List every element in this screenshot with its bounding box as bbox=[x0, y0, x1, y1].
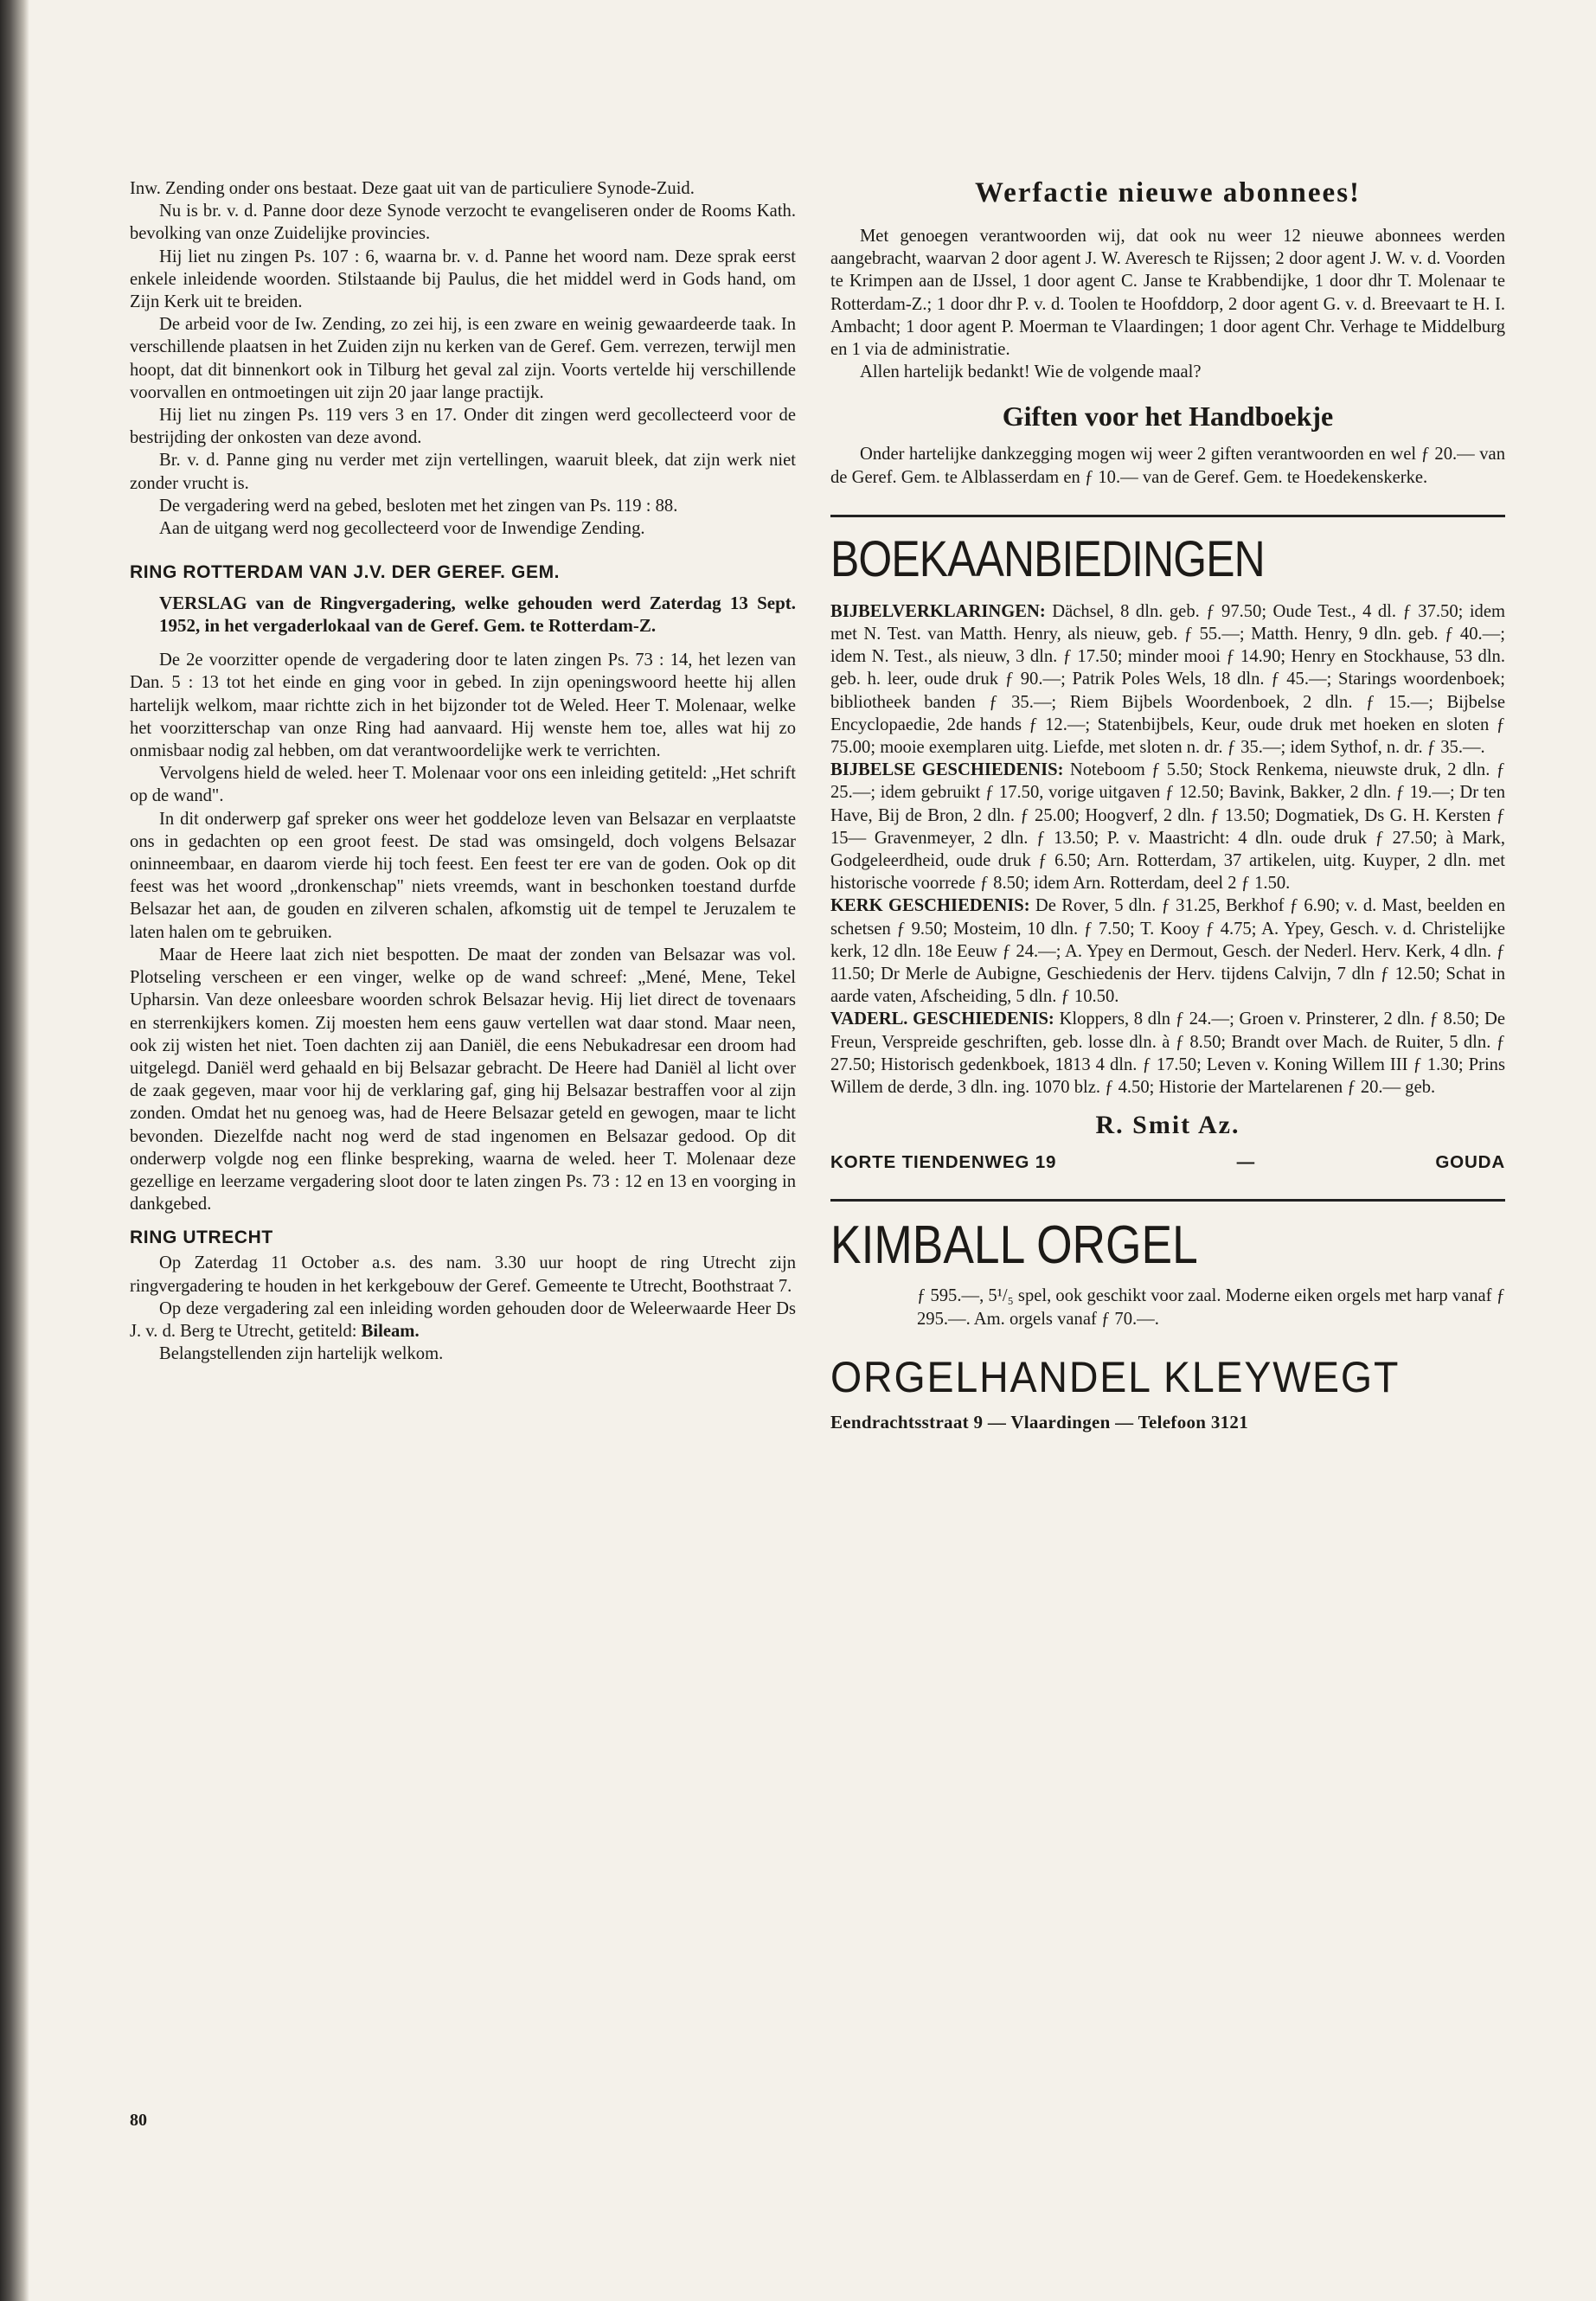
boek-address: KORTE TIENDENWEG 19 bbox=[830, 1152, 1057, 1173]
boek-section bbox=[830, 600, 1505, 759]
intro-paragraph: De vergadering werd na gebed, besloten met het zingen van Ps. 119 : 88. bbox=[159, 496, 678, 516]
boek-section-text: Dächsel, 8 dln. geb. ƒ 97.50; Oude Test., 4 dl. ƒ 37.50; idem met N. Test. van Matth. Henry, als nieuw, geb. ƒ 55.—; Matth. Henry, 9 dln. geb. ƒ 40.—; idem N. Test., als nieuw, 3 dln. ƒ 17.50; minder mooi ƒ 14.90; Henry en Stockhause, 53 dln. geb. h. leer, oude druk ƒ 90.—; Patrik Poles Wels, 18 dln. ƒ 45.—; Starings woordenboek; bibliotheek banden ƒ 35.—; Riem Bijbels Woordenboek, 2 dln. ƒ 15.—; Bijbelse Encyclopaedie, 2de hands ƒ 12.—; Statenbijbels, Keur, oude druk met hoeken en sloten ƒ 75.00; mooie exemplaren uitg. Liefde, met sloten n. dr. ƒ 35.—; idem Sythof, n. dr. ƒ 35.—. bbox=[830, 601, 1505, 758]
kleywegt-address: Eendrachtsstraat 9 — Vlaardingen — Telefoon 3121 bbox=[830, 1411, 1249, 1433]
boek-city: GOUDA bbox=[1435, 1152, 1505, 1173]
rotterdam-paragraph: In dit onderwerp gaf spreker ons weer het goddeloze leven van Belsazar en verplaatste ons in gedachten op een groot feest. De stad was omsingeld, doch volgens Belsazar oninneembaar, en daarom vierde hij toch feest. Een feest ter ere van de goden. Ook op dit feest was het woord „dronkenschap" niets vreemds, want in beschonken toestand durfde Belsazar het aan, de gouden en zilveren schalen, afkomstig uit de tempel te Jeruzalem te laten halen om te gebruiken. bbox=[130, 809, 796, 942]
utrecht-paragraph bbox=[130, 1298, 796, 1343]
giften-paragraph: Onder hartelijke dankzegging mogen wij weer 2 giften verantwoorden en wel ƒ 20.— van de Geref. Gem. te Alblasserdam en ƒ 10.— van de Geref. Gem. te Hoedekenskerke. bbox=[830, 445, 1505, 487]
werfactie-title: Werfactie nieuwe abonnees! bbox=[974, 177, 1362, 208]
page-number: 80 bbox=[130, 2111, 147, 2130]
werfactie-paragraph: Allen hartelijk bedankt! Wie de volgende maal? bbox=[860, 362, 1202, 382]
boek-section-text: De Rover, 5 dln. ƒ 31.25, Berkhof ƒ 6.90; v. d. Mast, beelden en schetsen ƒ 9.50; Mosteim, 10 dln. ƒ 7.50; T. Kooy ƒ 4.75; A. Ypey, Gesch. v. d. Christelijke kerk, 12 dln. 18e Eeuw ƒ 24.—; A. Ypey en Dermout, Gesch. der Nederl. Herv. Kerk, 4 dln. ƒ 11.50; Dr Merle de Aubigne, Geschiedenis der Herv. tijdens Calvijn, 7 dln ƒ 12.50; Schat in aarde vaten, Afscheiding, 5 dln. ƒ 10.50. bbox=[830, 896, 1505, 1007]
boek-section-label: BIJBELSE GESCHIEDENIS: bbox=[830, 760, 1064, 780]
intro-paragraph: Hij liet nu zingen Ps. 107 : 6, waarna br. v. d. Panne het woord nam. Deze sprak eerst enkele inleidende woorden. Stilstaande bij Paulus, die het middel werd in Gods hand, om Zijn Kerk uit te breiden. bbox=[130, 247, 796, 312]
utrecht-lecture-title: Bileam. bbox=[361, 1321, 420, 1341]
boek-signature: R. Smit Az. bbox=[1095, 1111, 1240, 1140]
boek-section-label: VADERL. GESCHIEDENIS: bbox=[830, 1009, 1054, 1029]
utrecht-paragraph-text: Op deze vergadering zal een inleiding worden gehouden door de Weleerwaarde Heer Ds J. v. d. Berg te Utrecht, getiteld: bbox=[130, 1298, 796, 1341]
kimball-text: ƒ 595.—, 5¹/₅ spel, ook geschikt voor zaal. Moderne eiken orgels met harp vanaf ƒ 295.—. Am. orgels vanaf ƒ 70.—. bbox=[917, 1286, 1505, 1329]
boek-section-text: Noteboom ƒ 5.50; Stock Renkema, nieuwste druk, 2 dln. ƒ 25.—; idem gebruikt ƒ 17.50, vorige uitgaven ƒ 12.50; Bavink, Bakker, 2 dln. ƒ 19.—; Dr ten Have, Bij de Bron, 2 dln. ƒ 25.00; Hoogverf, 2 dln. ƒ 13.50; Dogmatiek, Ds G. H. Kersten ƒ 15— Gravenmeyer, 2 dln. ƒ 13.50; P. v. Maastricht: 4 dln. oude druk ƒ 27.50; à Mark, Godgeleerdheid, oude druk ƒ 6.50; Arn. Rotterdam, 37 artikelen, uitg. Kuyper, 2 dln. met historische voorrede ƒ 8.50; idem Arn. Rotterdam, deel 2 ƒ 1.50. bbox=[830, 760, 1506, 894]
boekaanbiedingen-title: BOEKAANBIEDINGEN bbox=[830, 530, 1265, 587]
rotterdam-heading: RING ROTTERDAM VAN J.V. DER GEREF. GEM. bbox=[130, 562, 561, 583]
utrecht-paragraph: Op Zaterdag 11 October a.s. des nam. 3.30 uur hoopt de ring Utrecht zijn ringvergadering te houden in het kerkgebouw der Geref. Gemeente te Utrecht, Boothstraat 7. bbox=[130, 1253, 796, 1296]
left-column bbox=[130, 177, 796, 1365]
utrecht-paragraph: Belangstellenden zijn hartelijk welkom. bbox=[159, 1344, 444, 1364]
boek-address-line bbox=[830, 1152, 1505, 1173]
intro-paragraph: Br. v. d. Panne ging nu verder met zijn vertellingen, waaruit bleek, dat zijn werk niet zonder vrucht is. bbox=[130, 451, 796, 493]
boek-section-label: BIJBELVERKLARINGEN: bbox=[830, 601, 1046, 621]
intro-paragraph: Hij liet nu zingen Ps. 119 vers 3 en 17. Onder dit zingen werd gecollecteerd voor de bestrijding der onkosten van deze avond. bbox=[130, 406, 796, 448]
werfactie-paragraph: Met genoegen verantwoorden wij, dat ook nu weer 12 nieuwe abonnees werden aangebracht, waarvan 2 door agent J. W. Averesch te Rijssen; 2 door agent J. W. v. d. Voorden te Krimpen aan de IJssel, 1 door agent C. Janse te Krabbendijke, 1 door dhr T. Molenaar te Rotterdam-Z.; 1 door dhr P. v. d. Toolen te Hoofddorp, 2 door agent G. v. d. Breevaart te H. I. Ambacht; 1 door agent P. Moerman te Vlaardingen; 1 door agent Chr. Verhage te Middelburg en 1 via de administratie. bbox=[830, 227, 1505, 360]
intro-paragraph: Aan de uitgang werd nog gecollecteerd voor de Inwendige Zending. bbox=[159, 519, 645, 539]
boek-section bbox=[830, 1008, 1505, 1099]
scan-edge-shadow bbox=[0, 0, 29, 2301]
boek-section bbox=[830, 894, 1505, 1008]
giften-title: Giften voor het Handboekje bbox=[1002, 401, 1334, 433]
divider bbox=[830, 515, 1505, 517]
boek-section-text: Kloppers, 8 dln ƒ 24.—; Groen v. Prinsterer, 2 dln. ƒ 8.50; De Freun, Verspreide geschriften, geb. losse dln. à ƒ 8.50; Brandt over Mach. de Ruiter, 5 dln. ƒ 27.50; Historisch gedenkboek, 1813 4 dln. ƒ 17.50; Leven v. Koning Willem III ƒ 1.30; Prins Willem de derde, 3 dln. ing. 1070 blz. ƒ 4.50; Historie der Martelarenen ƒ 20.— geb. bbox=[830, 1009, 1505, 1098]
boek-address-dash: — bbox=[1236, 1152, 1255, 1173]
rotterdam-paragraph: Maar de Heere laat zich niet bespotten. De maat der zonden van Belsazar was vol. Plotseling verscheen er een vinger, welke op de wand schreef: „Mené, Mene, Tekel Upharsin. Van deze onleesbare woorden schrok Belsazar hevig. Hij liet direct de tovenaars en sterrenkijkers komen. Zij moesten hem eens gauw vertellen wat daar stond. Maar neen, ook zij wisten het niet. Toen dachten zij aan Daniël, die eens Nebukadresar een droom had uitgelegd. Daniël werd gehaald en bij Belsazar gebracht. De Heere had Daniël al licht over de zaak gegeven, maar voor hij de verklaring gaf, ging hij Belsazar bestraffen voor al zijn zonden. Omdat het nu genoeg was, had de Heere Belsazar geteld en gewogen, maar te licht bevonden. Diezelfde nacht nog werd de stad ingenomen en Belsazar gedood. Op dit onderwerp volgde nog een flinke bespreking, waarna de weled. heer T. Molenaar deze gezellige en leerzame vergadering sloot door te laten zingen Ps. 73 : 12 en 13 en voorging in dankgebed. bbox=[130, 945, 796, 1215]
utrecht-heading: RING UTRECHT bbox=[130, 1227, 273, 1248]
intro-paragraph: Inw. Zending onder ons bestaat. Deze gaat uit van de particuliere Synode-Zuid. bbox=[130, 179, 695, 198]
boek-section bbox=[830, 759, 1505, 894]
boek-section-label: KERK GESCHIEDENIS: bbox=[830, 896, 1030, 916]
intro-paragraph: Nu is br. v. d. Panne door deze Synode verzocht te evangeliseren onder de Rooms Kath. bevolking van onze Zuidelijke provincies. bbox=[130, 202, 796, 244]
divider bbox=[830, 1199, 1505, 1202]
rotterdam-paragraph: De 2e voorzitter opende de vergadering door te laten zingen Ps. 73 : 14, het lezen van Dan. 5 : 13 tot het einde en ging voor in gebed. In zijn openingswoord heette hij allen hartelijk welkom, maar richtte zich in het bijzonder tot de Weled. Heer T. Molenaar, welke het voorzitterschap van onze Ring had aanvaard. Hij wenste hem toe, alles wat hij zo onmisbaar nodig zal hebben, om dat verantwoordelijke werk te verrichten. bbox=[130, 651, 796, 761]
right-column bbox=[830, 177, 1505, 1433]
rotterdam-subheading: VERSLAG van de Ringvergadering, welke gehouden werd Zaterdag 13 Sept. 1952, in het vergaderlokaal van de Geref. Gem. te Rotterdam-Z. bbox=[159, 593, 796, 637]
rotterdam-paragraph: Vervolgens hield de weled. heer T. Molenaar voor ons een inleiding getiteld: „Het schrift op de wand". bbox=[130, 764, 796, 806]
intro-paragraph: De arbeid voor de Iw. Zending, zo zei hij, is een zware en weinig gewaardeerde taak. In verschillende plaatsen in het Zuiden zijn nu kerken van de Geref. Gem. verrezen, terwijl men hoopt, dat dit binnenkort ook in Tilburg het geval zal zijn. Voorts vertelde hij verschillende voorvallen en ontmoetingen uit zijn 20 jaar lange practijk. bbox=[130, 315, 796, 402]
kimball-title: KIMBALL ORGEL bbox=[830, 1215, 1198, 1276]
kleywegt-title: ORGELHANDEL KLEYWEGT bbox=[830, 1352, 1401, 1401]
